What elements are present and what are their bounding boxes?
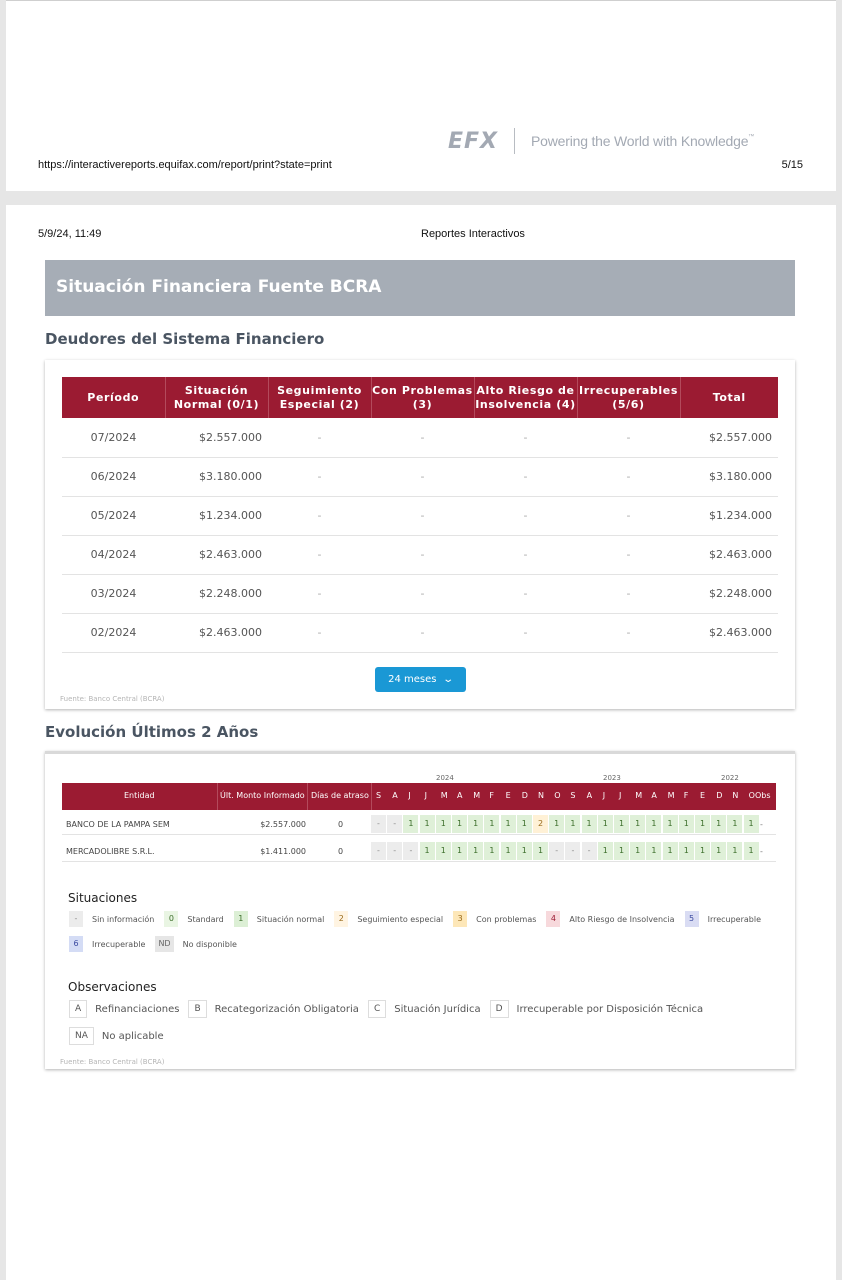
legend-item — [69, 911, 154, 927]
entity-obs: - — [760, 820, 763, 829]
observation-item — [188, 1000, 359, 1018]
month-header: J — [408, 791, 411, 800]
table-cell: $1.234.000 — [165, 496, 268, 535]
observaciones-legend-row — [69, 1027, 173, 1045]
legend-label: Irrecuperable — [707, 914, 762, 924]
legend-swatch: 3 — [453, 911, 467, 927]
table-cell: - — [371, 418, 474, 457]
status-cell: 1 — [744, 815, 759, 833]
legend-label: Seguimiento especial — [357, 914, 444, 924]
status-cell: - — [387, 842, 402, 860]
column-header: Total — [680, 377, 778, 418]
report-page — [6, 205, 836, 1280]
legend-item — [334, 911, 443, 927]
entity-obs: - — [760, 847, 763, 856]
observation-label: Irrecuperable por Disposición Técnica — [516, 1003, 704, 1015]
table-cell: 03/2024 — [62, 574, 165, 613]
table-cell: $2.248.000 — [680, 574, 778, 613]
table-cell: - — [474, 574, 577, 613]
entity-days-late: 0 — [338, 847, 344, 856]
status-cell: 1 — [614, 842, 629, 860]
table-cell: - — [268, 496, 371, 535]
deudores-title: Deudores del Sistema Financiero — [45, 330, 325, 348]
status-cell: 1 — [727, 815, 742, 833]
table-cell: - — [577, 613, 680, 652]
period-select-label: 24 meses — [388, 674, 437, 685]
status-cell: 1 — [679, 842, 694, 860]
status-cell: 1 — [517, 815, 532, 833]
table-row — [62, 496, 778, 535]
table-cell: $3.180.000 — [680, 457, 778, 496]
status-cell: - — [403, 842, 418, 860]
table-cell: $3.180.000 — [165, 457, 268, 496]
legend-label: Con problemas — [476, 914, 537, 924]
logo-divider — [514, 128, 515, 154]
status-cell: 1 — [501, 815, 516, 833]
table-cell: - — [577, 574, 680, 613]
legend-label: No disponible — [182, 939, 237, 949]
table-row — [62, 457, 778, 496]
legend-swatch: 4 — [546, 911, 560, 927]
table-cell: $2.557.000 — [165, 418, 268, 457]
table-cell: $2.248.000 — [165, 574, 268, 613]
table-cell: - — [268, 574, 371, 613]
observation-label: Refinanciaciones — [95, 1003, 180, 1015]
table-cell: - — [371, 496, 474, 535]
previous-page-footer — [6, 0, 836, 191]
month-header: A — [586, 791, 593, 800]
table-row — [62, 613, 778, 652]
status-cell: 1 — [727, 842, 742, 860]
column-header: Alto Riesgo de Insolvencia (4) — [474, 377, 577, 418]
entity-amount: $2.557.000 — [260, 820, 306, 829]
status-cell: - — [371, 842, 386, 860]
status-cell: 1 — [598, 815, 613, 833]
table-cell: 07/2024 — [62, 418, 165, 457]
table-cell: - — [577, 496, 680, 535]
table-cell: - — [474, 613, 577, 652]
legend-item — [685, 911, 761, 927]
legend-swatch: 1 — [234, 911, 248, 927]
status-cell: 1 — [452, 842, 467, 860]
table-cell: - — [474, 457, 577, 496]
month-header: M — [473, 791, 481, 800]
observaciones-legend-row — [69, 1000, 712, 1018]
status-cell: - — [565, 842, 580, 860]
table-cell: 05/2024 — [62, 496, 165, 535]
table-cell: $2.463.000 — [680, 535, 778, 574]
col-dias: Días de atraso — [311, 791, 369, 800]
col-entidad: Entidad — [124, 791, 155, 800]
table-cell: - — [371, 574, 474, 613]
month-header: N — [732, 791, 739, 800]
observation-item — [69, 1027, 164, 1045]
column-header: Con Problemas (3) — [371, 377, 474, 418]
status-cell: 1 — [468, 815, 483, 833]
table-cell: - — [268, 457, 371, 496]
month-header: M — [667, 791, 675, 800]
entity-name: MERCADOLIBRE S.R.L. — [66, 847, 155, 856]
status-cell: 1 — [582, 815, 597, 833]
status-cell: - — [549, 842, 564, 860]
status-cell: 1 — [695, 842, 710, 860]
entity-name: BANCO DE LA PAMPA SEM — [66, 820, 170, 829]
month-header: E — [505, 791, 511, 800]
status-cell: 1 — [630, 815, 645, 833]
source-note: Fuente: Banco Central (BCRA) — [60, 695, 165, 703]
status-cell: 1 — [646, 842, 661, 860]
entity-amount: $1.411.000 — [260, 847, 306, 856]
legend-item — [546, 911, 674, 927]
month-header: O — [748, 791, 755, 800]
observation-code: A — [69, 1000, 87, 1018]
month-header: M — [440, 791, 448, 800]
status-cell: 1 — [533, 842, 548, 860]
evolucion-card — [45, 751, 795, 1069]
section-banner: Situación Financiera Fuente BCRA — [45, 260, 795, 316]
status-cell: 1 — [484, 842, 499, 860]
observation-label: Situación Jurídica — [394, 1003, 481, 1015]
month-header: J — [619, 791, 622, 800]
month-header: S — [376, 791, 382, 800]
table-cell: - — [577, 535, 680, 574]
month-header: D — [521, 791, 528, 800]
entity-row — [62, 813, 776, 835]
print-date: 5/9/24, 11:49 — [38, 228, 102, 240]
legend-label: Alto Riesgo de Insolvencia — [569, 914, 675, 924]
status-cell: - — [582, 842, 597, 860]
table-cell: - — [474, 496, 577, 535]
table-cell: $1.234.000 — [680, 496, 778, 535]
status-cell: 1 — [501, 842, 516, 860]
month-header: O — [554, 791, 561, 800]
status-cell: 1 — [436, 842, 451, 860]
column-header: Período — [62, 377, 165, 418]
deudores-table — [62, 377, 778, 653]
month-header: M — [635, 791, 643, 800]
observation-code: NA — [69, 1027, 94, 1045]
legend-swatch: 0 — [164, 911, 178, 927]
legend-label: Situación normal — [256, 914, 325, 924]
print-header-title: Reportes Interactivos — [421, 228, 525, 240]
table-cell: $2.463.000 — [680, 613, 778, 652]
table-cell: - — [474, 535, 577, 574]
observation-item — [490, 1000, 704, 1018]
month-header: E — [700, 791, 706, 800]
month-header: F — [489, 791, 494, 800]
legend-label: Standard — [187, 914, 224, 924]
table-cell: - — [577, 457, 680, 496]
table-cell: 04/2024 — [62, 535, 165, 574]
status-cell: 1 — [646, 815, 661, 833]
status-cell: 1 — [436, 815, 451, 833]
legend-label: Irrecuperable — [92, 939, 146, 949]
column-header: Seguimiento Especial (2) — [268, 377, 371, 418]
legend-swatch: - — [69, 911, 83, 927]
period-select-button[interactable] — [375, 667, 466, 692]
status-cell: 1 — [663, 842, 678, 860]
status-cell: 1 — [517, 842, 532, 860]
legend-item — [453, 911, 536, 927]
legend-swatch: 6 — [69, 936, 83, 952]
year-label: 2023 — [603, 774, 621, 782]
source-note: Fuente: Banco Central (BCRA) — [60, 1058, 165, 1066]
col-monto: Últ. Monto Informado — [220, 791, 305, 800]
table-cell: - — [371, 535, 474, 574]
legend-label: Sin información — [92, 914, 155, 924]
observation-label: No aplicable — [101, 1030, 164, 1042]
status-cell: - — [387, 815, 402, 833]
status-cell: 1 — [614, 815, 629, 833]
print-url: https://interactivereports.equifax.com/report/print?state=print — [38, 159, 332, 171]
deudores-card — [45, 360, 795, 709]
column-header: Situación Normal (0/1) — [165, 377, 268, 418]
logo-tagline: Powering the World with Knowledge — [531, 133, 749, 149]
table-cell: $2.557.000 — [680, 418, 778, 457]
equifax-logo: EFX Powering the World with Knowledge ™ — [448, 128, 755, 154]
month-header: J — [424, 791, 427, 800]
month-header: F — [683, 791, 689, 800]
table-cell: - — [268, 613, 371, 652]
table-cell: $2.463.000 — [165, 613, 268, 652]
legend-item — [155, 936, 237, 952]
table-cell: 02/2024 — [62, 613, 165, 652]
status-cell: 1 — [711, 815, 726, 833]
situaciones-legend-row — [69, 936, 247, 952]
status-cell: - — [371, 815, 386, 833]
status-cell: 1 — [468, 842, 483, 860]
table-cell: - — [474, 418, 577, 457]
legend-swatch: 5 — [685, 911, 699, 927]
evolucion-title: Evolución Últimos 2 Años — [45, 723, 259, 741]
month-header: N — [538, 791, 544, 800]
month-header: J — [602, 791, 606, 800]
status-cell: 2 — [533, 815, 548, 833]
table-row — [62, 535, 778, 574]
month-header: S — [570, 791, 576, 800]
status-cell: 1 — [565, 815, 580, 833]
situaciones-legend-row — [69, 911, 771, 927]
month-header: A — [651, 791, 657, 800]
year-label: 2022 — [721, 774, 739, 782]
status-cell: 1 — [630, 842, 645, 860]
table-cell: - — [577, 418, 680, 457]
status-cell: 1 — [598, 842, 613, 860]
chevron-down-icon: ⌄ — [442, 674, 455, 685]
table-cell: 06/2024 — [62, 457, 165, 496]
status-cell: 1 — [484, 815, 499, 833]
legend-swatch: 2 — [334, 911, 348, 927]
status-cell: 1 — [744, 842, 759, 860]
entity-days-late: 0 — [338, 820, 344, 829]
status-cell: 1 — [420, 815, 435, 833]
status-cell: 1 — [549, 815, 564, 833]
status-cell: 1 — [695, 815, 710, 833]
table-cell: $2.463.000 — [165, 535, 268, 574]
status-cell: 1 — [711, 842, 726, 860]
column-header: Irrecuperables (5/6) — [577, 377, 680, 418]
observation-code: D — [490, 1000, 509, 1018]
legend-swatch: ND — [155, 936, 173, 952]
observation-code: C — [368, 1000, 386, 1018]
year-label: 2024 — [436, 774, 454, 782]
evolucion-header — [62, 783, 776, 810]
table-cell: - — [371, 613, 474, 652]
col-obs: Obs — [755, 791, 771, 800]
month-header: A — [392, 791, 398, 800]
observation-label: Recategorización Obligatoria — [214, 1003, 359, 1015]
situaciones-title: Situaciones — [68, 891, 138, 905]
status-cell: 1 — [452, 815, 467, 833]
month-header: D — [716, 791, 723, 800]
observation-item — [69, 1000, 179, 1018]
table-row — [62, 574, 778, 613]
legend-item — [234, 911, 325, 927]
month-header: A — [457, 791, 463, 800]
observation-item — [368, 1000, 481, 1018]
table-cell: - — [268, 418, 371, 457]
legend-item — [164, 911, 223, 927]
table-cell: - — [371, 457, 474, 496]
table-cell: - — [268, 535, 371, 574]
status-cell: 1 — [679, 815, 694, 833]
table-row — [62, 418, 778, 457]
status-cell: 1 — [420, 842, 435, 860]
entity-row — [62, 840, 776, 862]
legend-item — [69, 936, 145, 952]
page-number: 5/15 — [781, 159, 803, 171]
efx-logo-mark: EFX — [448, 128, 499, 154]
observation-code: B — [188, 1000, 206, 1018]
status-cell: 1 — [663, 815, 678, 833]
status-cell: 1 — [403, 815, 418, 833]
observaciones-title: Observaciones — [68, 980, 157, 994]
